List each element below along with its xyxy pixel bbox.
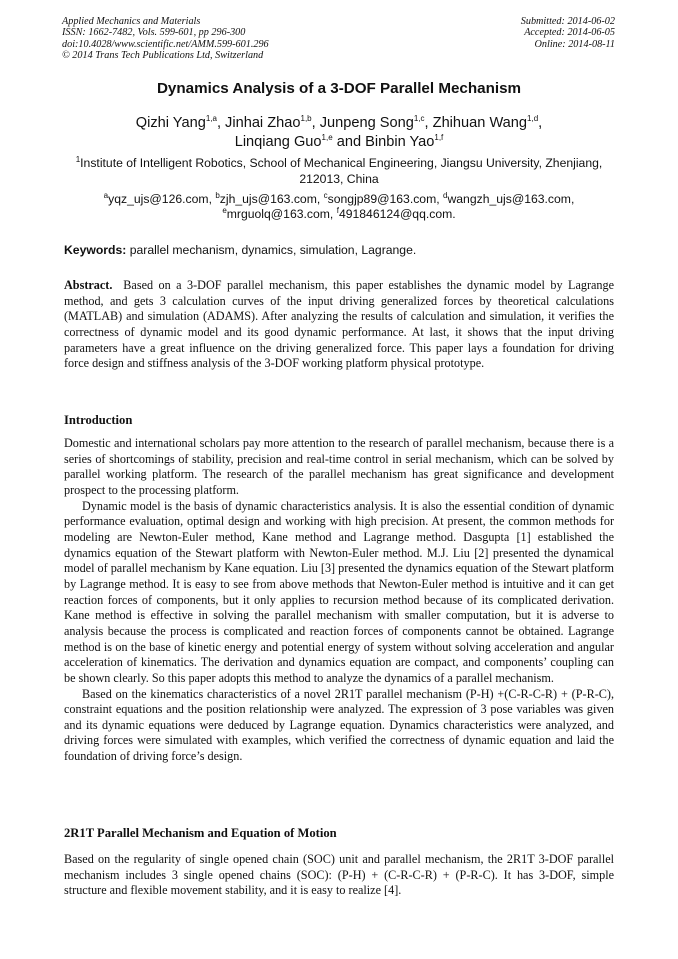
author-affil-mark: 1,b — [300, 114, 312, 124]
paper-title: Dynamics Analysis of a 3-DOF Parallel Mechanism — [156, 80, 522, 97]
online-date: Online: 2014-08-11 — [534, 38, 615, 50]
email-address: mrguolq@163.com — [226, 206, 330, 221]
email-list: $^a$yqz_ujs@126.com, $^b$zjh_ujs@163.com, $^c$songjp89@163.com, $^d$wangzh_ujs@163.com, $^e$mrguolq@163.com, $^f$491846124@qq.com. — [103, 190, 575, 221]
journal-info — [62, 16, 269, 61]
author-name: Junpeng Song — [319, 115, 414, 131]
abstract-label: Abstract. — [64, 278, 113, 292]
author-name: Jinhai Zhao — [225, 115, 301, 131]
author-name: Binbin Yao — [365, 134, 435, 150]
email-address: 491846124@qq.com — [338, 206, 453, 221]
affiliation-mark: 1 — [75, 154, 81, 164]
introduction-heading: Introduction — [64, 413, 133, 427]
keywords-label: Keywords: — [64, 243, 127, 257]
author-name: Zhihuan Wang — [432, 115, 528, 131]
author-name: Linqiang Guo — [234, 134, 322, 150]
email-address: yqz_ujs@126.com — [108, 192, 209, 206]
submitted-date: Submitted: 2014-06-02 — [520, 16, 615, 27]
paragraph: Based on the kinematics characteristics of a novel 2R1T parallel mechanism (P-H) +(C-R-C-R) + (P-R-C), constraint equations and the position relationship were analyzed. The expression of 3 pose variables was given and its dynamic equations were deduced by Lagrange equation. Dynamics characteristics were analyzed, and driving forces were simulated with examples, which verified the correctness of dynamic equation and laid the foundation of driving force’s design. — [64, 686, 614, 764]
paragraph: Domestic and international scholars pay more attention to the research of parallel mechanism, because there is a series of shortcomings of stability, precision and real-time control in serial mechanism, which can be solved by parallel working platform. The research of the parallel mechanism has great significance and development prospect to the processing platform. — [64, 436, 614, 497]
keywords-text: parallel mechanism, dynamics, simulation, Lagrange. — [129, 243, 417, 257]
author-affil-mark: 1,f — [434, 133, 444, 143]
abstract — [64, 278, 614, 372]
submission-dates — [521, 16, 615, 50]
author-affil-mark: 1,c — [413, 114, 425, 124]
email-address: wangzh_ujs@163.com — [447, 192, 571, 206]
accepted-date: Accepted: 2014-06-05 — [524, 27, 615, 39]
journal-copyright: © 2014 Trans Tech Publications Ltd, Switzerland — [62, 49, 264, 61]
keywords — [64, 242, 614, 258]
journal-doi: doi:10.4028/www.scientific.net/AMM.599-601.296 — [62, 38, 269, 50]
abstract-text: Based on a 3-DOF parallel mechanism, this paper establishes the dynamic model by Lagrange method, and gets 3 calculation curves of the input driving generalized forces by theoretical calculations (MATLAB) and simulation (ADAMS). After analyzing the results of calculation and simulation, it verifies the correctness of dynamic model and its good dynamic performance. At last, it shows that the input driving parameters have a great influence on the driving generalized force. This paper lays a foundation for driving force design and stiffness analysis of the 3-DOF working platform physical prototype. — [64, 278, 615, 371]
author-affil-mark: 1,a — [205, 114, 217, 124]
affiliation — [60, 155, 618, 187]
paragraph: Based on the regularity of single opened chain (SOC) unit and parallel mechanism, the 2R1T 3-DOF parallel mechanism includes 3 single opened chains (SOC): (P-H) + (C-R-C-R) + (P-R-C). It has 3-DOF, simple structure and flexible movement stability, and it is easy to realize [4]. — [64, 852, 614, 898]
email-address: zjh_ujs@163.com — [219, 192, 317, 206]
introduction-body — [64, 436, 614, 765]
section-body — [64, 852, 614, 899]
section-heading: 2R1T Parallel Mechanism and Equation of Motion — [64, 826, 337, 840]
author-list: Qizhi Yang$^{1,a}$, Jinhai Zhao$^{1,b}$, Junpeng Song$^{1,c}$, Zhihuan Wang$^{1,d}$, Linqiang Guo$^{1,e}$ and Binbin Yao$^{1,f}$ — [135, 114, 543, 150]
paragraph: Dynamic model is the basis of dynamic characteristics analysis. It is also the essential condition of dynamic performance evaluation, optimal design and working with high precision. At present, the common methods for modeling are Newton-Euler method, Kane method and Lagrange method. Dasgupta [1] established the dynamics equation of the Stewart platform with Newton-Euler method. M.J. Liu [2] presented the dynamical model of parallel mechanism by Kane equation. Liu [3] presented the dynamics equation of the Stewart platform by Lagrange method. It is easy to see from above methods that Newton-Euler method is intuitive and it can get reaction forces of components, but it only applies to recursion method because of its complicated derivation. Kane method is effective in solving the parallel mechanism with smaller computation, but it is adverse to analysis because the process is complicated and reaction forces of components cannot be obtained. Lagrange method is on the base of kinetic energy and potential energy of system without solving acceleration and angular acceleration of kinematics. The derivation and dynamics equation are compact, and components’ coupling can be shown clearly. So this paper adopts this method to analyze the dynamics of a parallel mechanism. — [64, 498, 614, 685]
journal-issn: ISSN: 1662-7482, Vols. 599-601, pp 296-300 — [62, 27, 246, 39]
author-affil-mark: 1,d — [527, 114, 539, 124]
email-address: songjp89@163.com — [327, 192, 437, 206]
journal-name: Applied Mechanics and Materials — [62, 16, 201, 27]
affiliation-text: Institute of Intelligent Robotics, School of Mechanical Engineering, Jiangsu University, Zhenjiang, 212013, China — [80, 156, 603, 186]
author-name: Qizhi Yang — [135, 115, 206, 131]
author-affil-mark: 1,e — [321, 133, 333, 143]
